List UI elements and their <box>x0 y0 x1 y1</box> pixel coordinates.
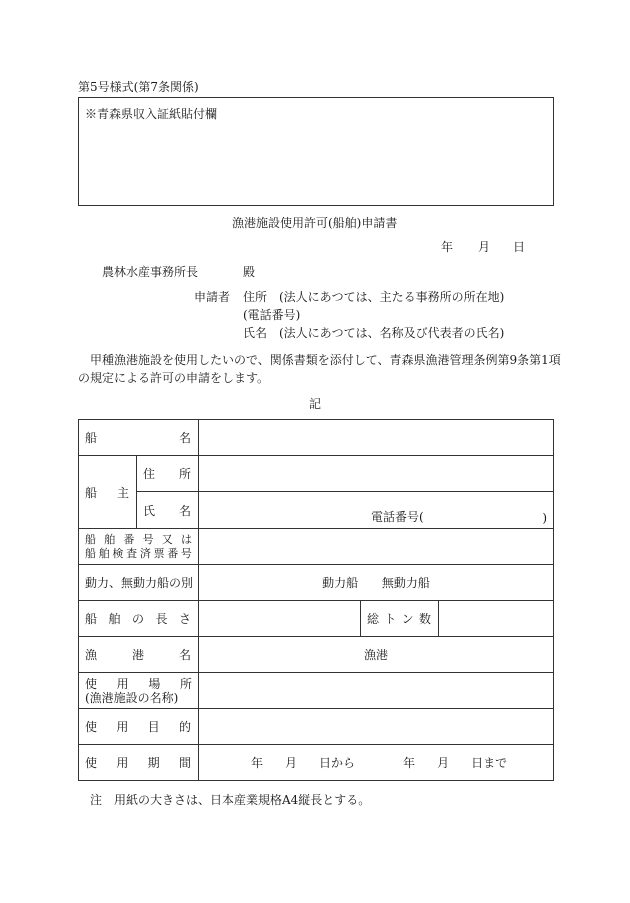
owner-name-label: 氏 名 <box>137 492 199 529</box>
body-text-line2: の規定による許可の申請をします。 <box>78 371 270 385</box>
period-label: 使 用 期 間 <box>79 745 199 781</box>
applicant-label: 申請者 <box>194 290 231 304</box>
table-row <box>79 637 554 673</box>
port-label: 漁 港 名 <box>79 637 199 673</box>
stamp-label: ※青森県収入証紙貼付欄 <box>85 107 218 121</box>
power-option-unpowered[interactable]: 無動力船 <box>381 576 430 590</box>
port-field[interactable]: 漁港 <box>199 637 554 673</box>
document-title: 漁港施設使用許可(船舶)申請書 <box>232 216 398 230</box>
length-label: 船 舶 の 長 さ <box>79 601 199 637</box>
owner-label: 船 主 <box>79 456 137 529</box>
table-row <box>79 709 554 745</box>
table-row <box>79 492 554 529</box>
owner-address-label: 住 所 <box>137 456 199 492</box>
purpose-field[interactable] <box>199 709 554 745</box>
date-day: 日 <box>513 240 526 254</box>
honorific: 殿 <box>243 265 256 279</box>
phone-close: ) <box>542 511 548 525</box>
application-table <box>78 419 554 781</box>
ship-number-field[interactable] <box>199 529 554 565</box>
table-row <box>79 601 554 637</box>
table-row <box>79 565 554 601</box>
purpose-label: 使 用 目 的 <box>79 709 199 745</box>
tonnage-field[interactable] <box>439 601 554 637</box>
applicant-phone: (電話番号) <box>243 308 301 322</box>
place-label: 使 用 場 所 (漁港施設の名称) <box>79 673 199 709</box>
ship-name-field[interactable] <box>199 420 554 456</box>
owner-name-field[interactable] <box>199 492 554 529</box>
date-year: 年 <box>441 240 454 254</box>
tonnage-label: 総 ト ン 数 <box>361 601 439 637</box>
ship-number-label: 船 舶 番 号 又 は 船 舶 検 査 済 票 番 号 <box>79 529 199 565</box>
period-field[interactable]: 年 月 日から 年 月 日まで <box>199 745 554 781</box>
date-month: 月 <box>478 240 491 254</box>
applicant-name: 氏名 (法人にあつては、名称及び代表者の氏名) <box>243 326 505 340</box>
place-field[interactable] <box>199 673 554 709</box>
table-row <box>79 745 554 781</box>
power-label: 動力、無動力船の別 <box>79 565 199 601</box>
footnote: 注 用紙の大きさは、日本産業規格A4縦長とする。 <box>90 793 371 807</box>
body-text-line1: 甲種漁港施設を使用したいので、関係書類を添付して、青森県漁港管理条例第9条第1項 <box>90 353 561 367</box>
table-row <box>79 673 554 709</box>
addressee: 農林水産事務所長 <box>102 265 199 279</box>
owner-address-field[interactable] <box>199 456 554 492</box>
table-row <box>79 456 554 492</box>
applicant-address: 住所 (法人にあつては、主たる事務所の所在地) <box>243 290 505 304</box>
table-row <box>79 420 554 456</box>
ki-heading: 記 <box>309 397 322 411</box>
ship-name-label: 船 名 <box>79 420 199 456</box>
power-options <box>199 565 554 601</box>
place-sublabel: (漁港施設の名称) <box>85 690 179 705</box>
revenue-stamp-box <box>78 97 554 206</box>
table-row <box>79 529 554 565</box>
phone-label: 電話番号( <box>371 510 424 524</box>
length-field[interactable] <box>199 601 361 637</box>
power-option-powered[interactable]: 動力船 <box>322 576 359 590</box>
form-number: 第5号様式(第7条関係) <box>78 80 199 94</box>
